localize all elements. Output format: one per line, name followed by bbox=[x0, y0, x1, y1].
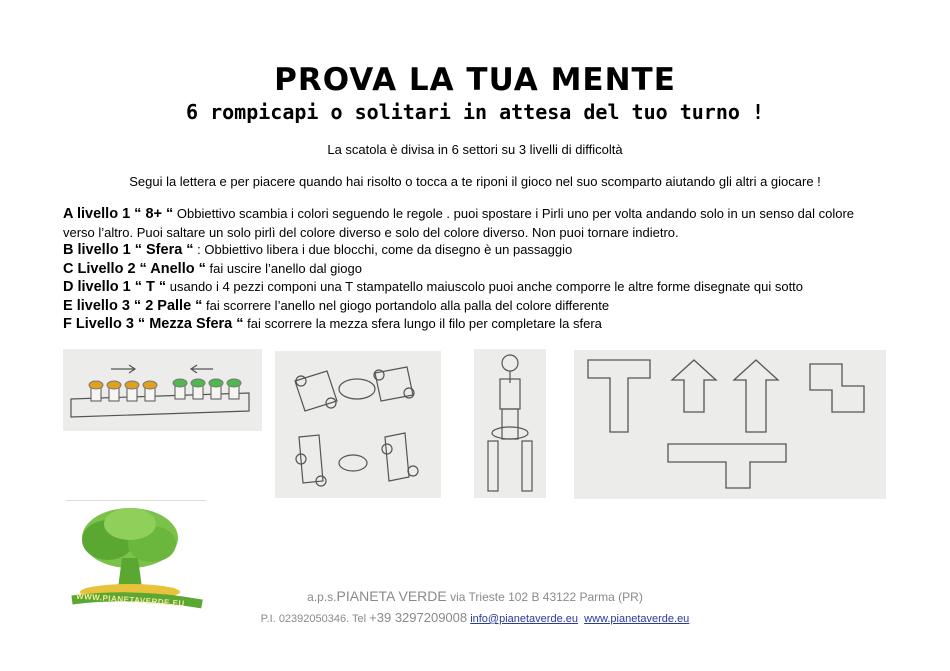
intro-line-1: La scatola è divisa in 6 settori su 3 livelli di difficoltà bbox=[327, 142, 623, 157]
level-d-text: usando i 4 pezzi componi una T stampatello maiuscolo puoi anche comporre le altre forme disegnate qui sotto bbox=[166, 279, 804, 294]
intro-line-2: Segui la lettera e per piacere quando hai risolto o tocca a te riponi il gioco nel suo scomparto aiutando gli altri a giocare ! bbox=[129, 174, 821, 189]
level-f-heading: F Livello 3 “ Mezza Sfera “ bbox=[63, 316, 244, 332]
email-link[interactable]: info@pianetaverde.eu bbox=[470, 613, 578, 625]
footer-org: PIANETA VERDE bbox=[336, 588, 447, 604]
pirli-puzzle-sketch bbox=[63, 349, 262, 431]
footer-tel: +39 3297209008 bbox=[369, 610, 468, 625]
level-b bbox=[63, 241, 873, 260]
level-b-heading: B livello 1 “ Sfera “ bbox=[63, 242, 194, 258]
level-b-text: : Obbiettivo libera i due blocchi, come da disegno è un passaggio bbox=[193, 242, 573, 257]
t-puzzle-sketch bbox=[574, 350, 886, 499]
level-e-text: fai scorrere l’anello nel giogo portandolo alla palla del colore differente bbox=[202, 297, 610, 313]
level-f-text: fai scorrere la mezza sfera lungo il filo per completare la sfera bbox=[243, 316, 602, 331]
logo-text: WWW.PIANETAVERDE.EU bbox=[75, 591, 185, 609]
level-e bbox=[63, 297, 873, 316]
footer-prefix: a.p.s. bbox=[307, 590, 337, 604]
level-e-heading: E livello 3 “ 2 Palle “ bbox=[63, 297, 203, 314]
level-a bbox=[63, 205, 873, 241]
footer-address-text: via Trieste 102 B 43122 Parma (PR) bbox=[446, 590, 643, 604]
level-c-text: fai uscire l’anello dal giogo bbox=[205, 260, 362, 276]
sfera-puzzle-sketch bbox=[275, 351, 441, 498]
level-d bbox=[63, 278, 873, 297]
footer-address bbox=[0, 588, 950, 604]
footer-contacts bbox=[0, 610, 950, 625]
level-c-heading: C Livello 2 “ Anello “ bbox=[63, 260, 206, 277]
level-a-text: Obbiettivo scambia i colori seguendo le regole . puoi spostare i Pirli uno per volta andando solo in un senso dal colore verso l’altro. Puoi saltare un solo pirlì del colore diverso e solo del colore diverso. Non puoi tornare indietro. bbox=[63, 206, 855, 240]
level-f bbox=[63, 315, 873, 334]
page-subtitle: 6 rompicapi o solitari in attesa del tuo turno ! bbox=[186, 100, 764, 124]
page-title: PROVA LA TUA MENTE bbox=[274, 62, 676, 98]
level-c bbox=[63, 260, 873, 279]
website-link[interactable]: www.pianetaverde.eu bbox=[584, 613, 690, 625]
level-d-heading: D livello 1 “ T “ bbox=[63, 279, 167, 295]
levels-list bbox=[63, 205, 873, 334]
anello-puzzle-sketch bbox=[474, 349, 546, 498]
footer-piva: P.I. 02392050346. Tel bbox=[260, 613, 370, 625]
level-a-heading: A livello 1 “ 8+ “ bbox=[63, 206, 174, 222]
